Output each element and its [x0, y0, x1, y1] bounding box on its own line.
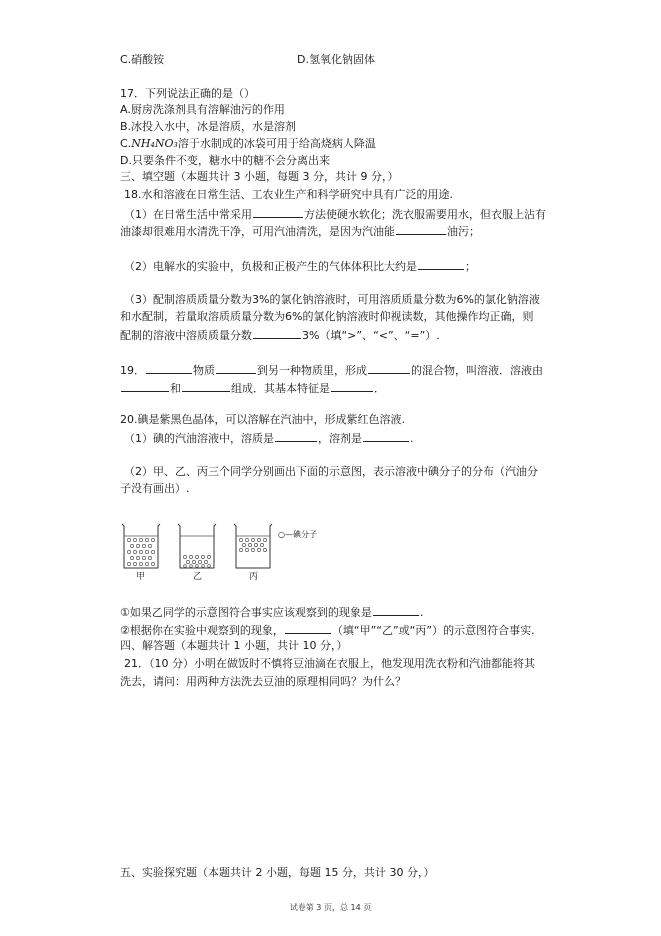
q20-text: ②根据你在实验中观察到的现象， [120, 624, 284, 637]
section-3-heading: 三、填空题（本题共计 3 小题，每题 3 分，共计 9 分，） [120, 170, 399, 183]
q18-stem: 18.水和溶液在日常生活、工农业生产和科学研究中具有广泛的用途. [124, 188, 453, 201]
beaker-diagram [118, 520, 368, 580]
q19-text: 到另一种物质里，形成 [257, 364, 367, 377]
answer-blank[interactable] [418, 258, 464, 270]
q20-sub2 [120, 622, 535, 638]
q19-text: 物质 [193, 364, 215, 377]
q18-part3-line1: （3）配制溶质质量分数为3%的氯化钠溶液时，可用溶质质量分数为6%的氯化钠溶液 [124, 293, 540, 306]
answer-blank[interactable] [121, 380, 169, 392]
q20-text: ①如果乙同学的示意图符合事实应该观察到的现象是 [120, 606, 372, 619]
q20-part1 [124, 430, 414, 446]
q18-text: 配制的溶液中溶质质量分数 [120, 329, 252, 342]
answer-blank[interactable] [216, 362, 256, 374]
answer-blank[interactable] [331, 380, 373, 392]
q21-line2: 洗去，请问：用两种方法洗去豆油的原理相同吗？为什么？ [120, 675, 406, 688]
q17-option-d: D.只要条件不变，糖水中的糖不会分离出来 [120, 154, 330, 167]
q18-text: （1）在日常生活中常采用 [124, 208, 252, 221]
q19-text: 组成．其基本特征是 [231, 382, 330, 395]
page-footer: 试卷第 3 页，总 14 页 [289, 903, 372, 912]
beaker-label-bing: 丙 [249, 572, 259, 582]
q19-line2 [120, 380, 385, 396]
q20-text: ，溶剂是 [318, 432, 362, 445]
q19-text: ． [374, 382, 385, 395]
section-5-heading: 五、实验探究题（本题共计 2 小题，每题 15 分，共计 30 分，） [120, 866, 435, 879]
q17-option-b: B.冰投入水中，冰是溶质，水是溶剂 [120, 120, 297, 133]
q17-formula: NH₄NO₃ [131, 137, 178, 150]
q18-text: 3%（填“>”、“<”、“=”）. [302, 329, 440, 342]
answer-blank[interactable] [363, 430, 409, 442]
q18-part2 [124, 258, 476, 274]
beaker-bing [234, 524, 272, 568]
beaker-yi [178, 524, 216, 568]
q18-part1-line1 [124, 206, 546, 222]
q20-text: （1）碘的汽油溶液中，溶质是 [124, 432, 274, 445]
answer-blank[interactable] [285, 622, 331, 634]
beaker-label-jia: 甲 [136, 572, 146, 582]
q20-part2-line1: （2）甲、乙、丙三个同学分别画出下面的示意图，表示溶液中碘分子的分布（汽油分 [124, 465, 538, 478]
q17-option-c-prefix: C. [120, 137, 132, 150]
q21-line1: 21．（10 分）小明在做饭时不慎将豆油滴在衣服上，他发现用洗衣粉和汽油都能将其 [124, 657, 535, 670]
q18-part3-line2: 和水配制，若量取溶质质量分数为6%的氯化钠溶液时仰视读数，其他操作均正确，则 [120, 310, 534, 323]
q17-stem: 17．下列说法正确的是（） [120, 87, 255, 100]
q20-part2-line2: 子没有画出）. [120, 482, 190, 495]
q18-text: 油污； [447, 225, 480, 238]
section-4-heading: 四、解答题（本题共计 1 小题，共计 10 分，） [120, 639, 348, 652]
q18-text: ； [465, 260, 476, 273]
q20-sub1 [120, 604, 423, 620]
q17-option-c [120, 137, 376, 151]
answer-blank[interactable] [396, 223, 446, 235]
q19-text: 和 [170, 382, 181, 395]
answer-blank[interactable] [253, 327, 301, 339]
q17-option-c-text: 溶于水制成的冰袋可用于给高烧病人降温 [177, 137, 376, 150]
q19-number: 19． [120, 364, 145, 377]
answer-blank[interactable] [373, 604, 419, 616]
beaker-svg [118, 520, 368, 580]
answer-blank[interactable] [368, 362, 410, 374]
q20-text: （填“甲”“乙”或“丙”）的示意图符合事实. [331, 624, 535, 637]
q16-option-c: C.硝酸铵 [120, 53, 165, 66]
q19-line1 [120, 362, 543, 378]
q16-option-d: D.氢氧化钠固体 [297, 53, 375, 66]
beaker-jia [122, 524, 160, 568]
q18-text: （2）电解水的实验中，负极和正极产生的气体体积比大约是 [124, 260, 417, 273]
iodine-molecule-legend: ○—碘分子 [278, 530, 317, 539]
q18-text: 方法使硬水软化；洗衣服需要用水，但衣服上沾有 [304, 208, 546, 221]
answer-blank[interactable] [182, 380, 230, 392]
answer-blank[interactable] [146, 362, 192, 374]
q18-text: 油漆却很难用水清洗干净，可用汽油清洗，是因为汽油能 [120, 225, 395, 238]
beaker-label-yi: 乙 [193, 572, 203, 582]
q20-text: . [410, 432, 414, 445]
q20-stem: 20.碘是紫黑色晶体，可以溶解在汽油中，形成紫红色溶液. [120, 413, 405, 426]
answer-blank[interactable] [253, 206, 303, 218]
answer-blank[interactable] [275, 430, 317, 442]
q18-part1-line2 [120, 223, 480, 239]
q20-text: . [419, 606, 424, 619]
q19-text: 的混合物，叫溶液．溶液由 [411, 364, 543, 377]
q17-option-a: A.厨房洗涤剂具有溶解油污的作用 [120, 103, 285, 116]
q18-part3-line3 [120, 327, 440, 343]
